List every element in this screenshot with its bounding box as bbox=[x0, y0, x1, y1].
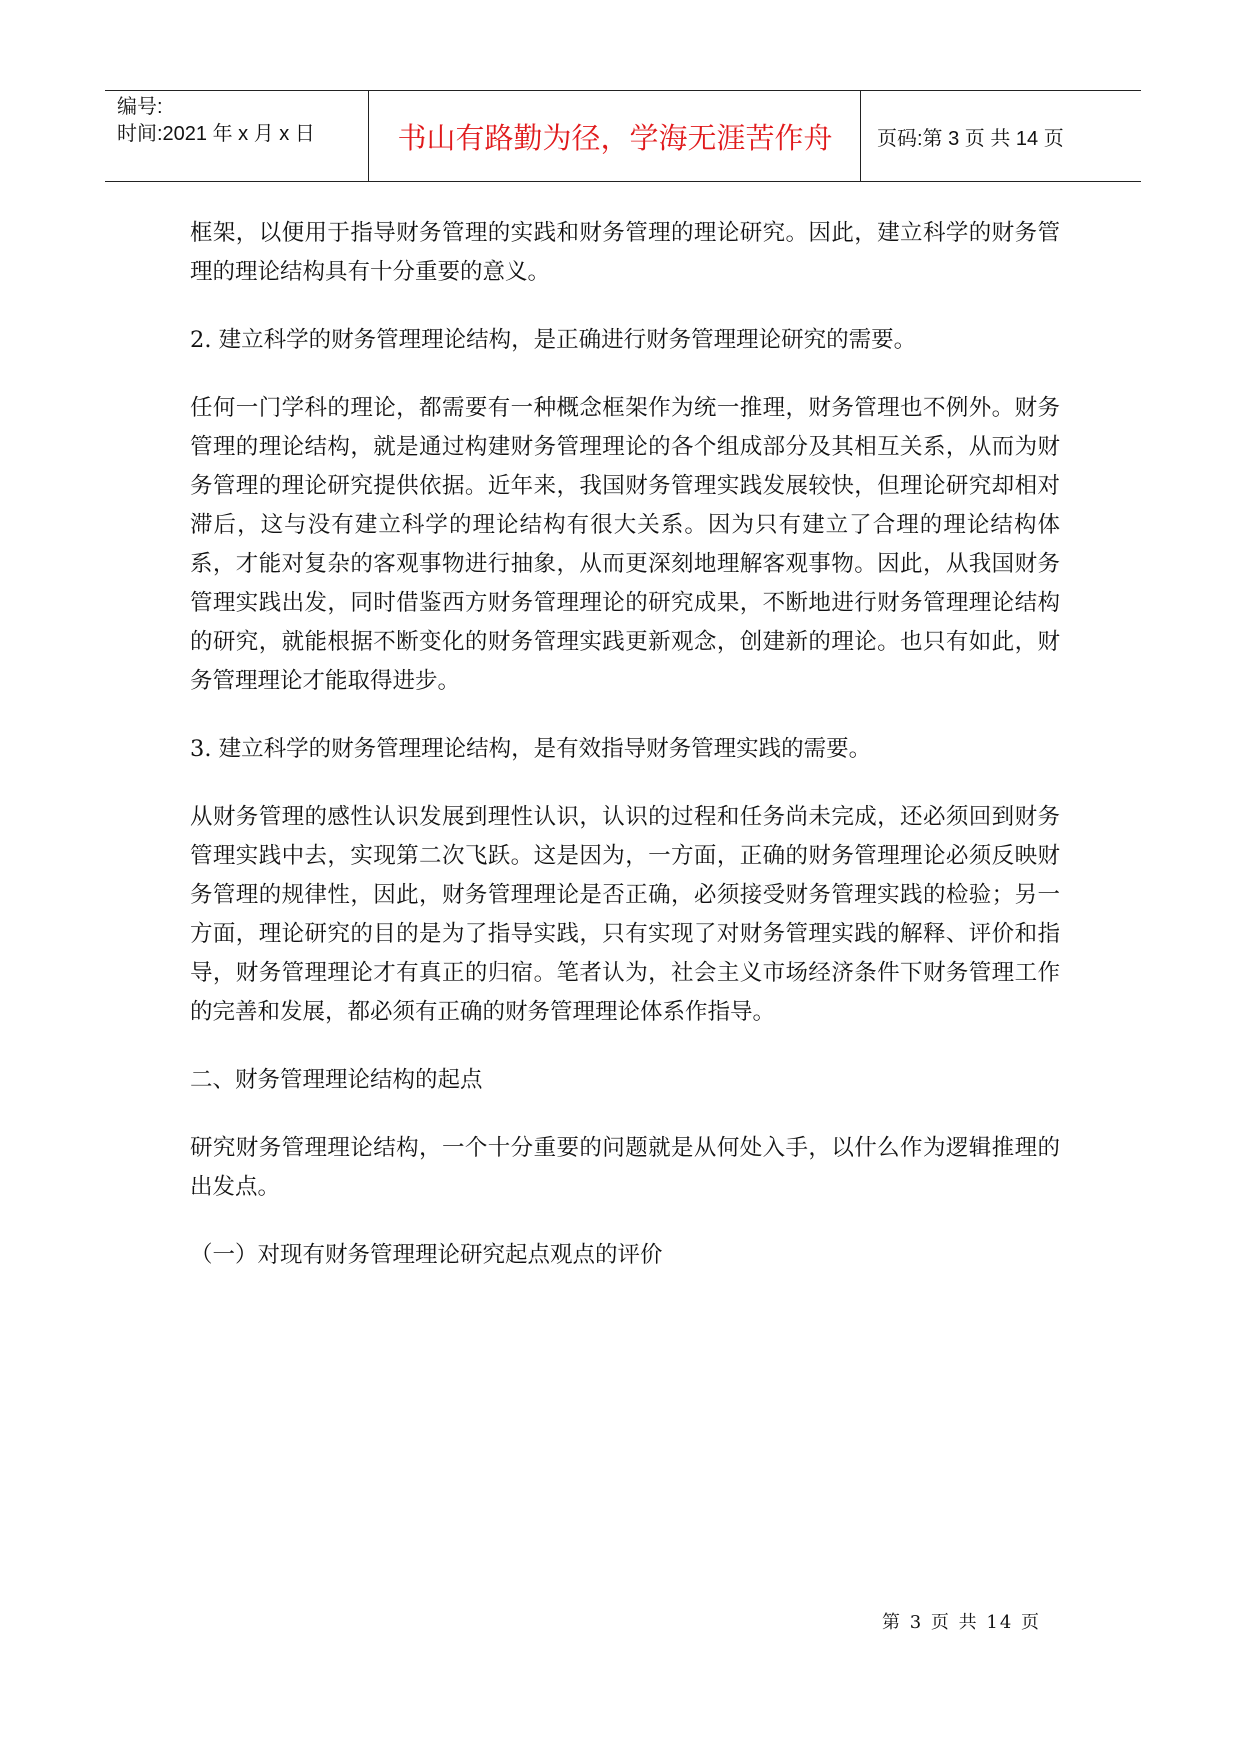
heading-point-3: 3. 建立科学的财务管理理论结构，是有效指导财务管理实践的需要。 bbox=[190, 736, 872, 762]
header-divider-right bbox=[860, 91, 861, 181]
paragraph-starting-point-question: 研究财务管理理论结构，一个十分重要的问题就是从何处入手，以什么作为逻辑推理的出发点。 bbox=[190, 1135, 1060, 1200]
time-label: 时间:2021 年 x 月 x 日 bbox=[117, 123, 315, 145]
paragraph-framework-intro: 框架，以便用于指导财务管理的实践和财务管理的理论研究。因此，建立科学的财务管理的理论结构具有十分重要的意义。 bbox=[190, 220, 1060, 285]
paragraph-theory-research: 任何一门学科的理论，都需要有一种概念框架作为统一推理，财务管理也不例外。财务管理的理论结构，就是通过构建财务管理理论的各个组成部分及其相互关系，从而为财务管理的理论研究提供依据。近年来，我国财务管理实践发展较快，但理论研究却相对滞后，这与没有建立科学的理论结构有很大关系。因为只有建立了合理的理论结构体系，才能对复杂的客观事物进行抽象，从而更深刻地理解客观事物。因此，从我国财务管理实践出发，同时借鉴西方财务管理理论的研究成果，不断地进行财务管理理论结构的研究，就能根据不断变化的财务管理实践更新观念，创建新的理论。也只有如此，财务管理理论才能取得进步。 bbox=[190, 395, 1060, 694]
page-header bbox=[105, 90, 1141, 182]
page-footer-number: 第 3 页 共 14 页 bbox=[882, 1612, 1041, 1633]
header-meta bbox=[117, 94, 315, 148]
subsection-heading-evaluation: （一）对现有财务管理理论研究起点观点的评价 bbox=[190, 1242, 663, 1268]
paragraph-practice-guidance: 从财务管理的感性认识发展到理性认识，认识的过程和任务尚未完成，还必须回到财务管理实践中去，实现第二次飞跃。这是因为，一方面，正确的财务管理理论必须反映财务管理的规律性，因此，财务管理理论是否正确，必须接受财务管理实践的检验；另一方面，理论研究的目的是为了指导实践，只有实现了对财务管理实践的解释、评价和指导，财务管理理论才有真正的归宿。笔者认为，社会主义市场经济条件下财务管理工作的完善和发展，都必须有正确的财务管理理论体系作指导。 bbox=[190, 804, 1060, 1025]
header-page-info: 页码:第 3 页 共 14 页 bbox=[877, 127, 1064, 150]
header-divider-left bbox=[368, 91, 369, 181]
document-body bbox=[190, 214, 1060, 1304]
serial-number-label: 编号: bbox=[117, 96, 163, 118]
section-heading-starting-point: 二、财务管理理论结构的起点 bbox=[190, 1067, 483, 1093]
header-motto: 书山有路勤为径，学海无涯苦作舟 bbox=[397, 120, 833, 155]
heading-point-2: 2. 建立科学的财务管理理论结构，是正确进行财务管理理论研究的需要。 bbox=[190, 327, 917, 353]
